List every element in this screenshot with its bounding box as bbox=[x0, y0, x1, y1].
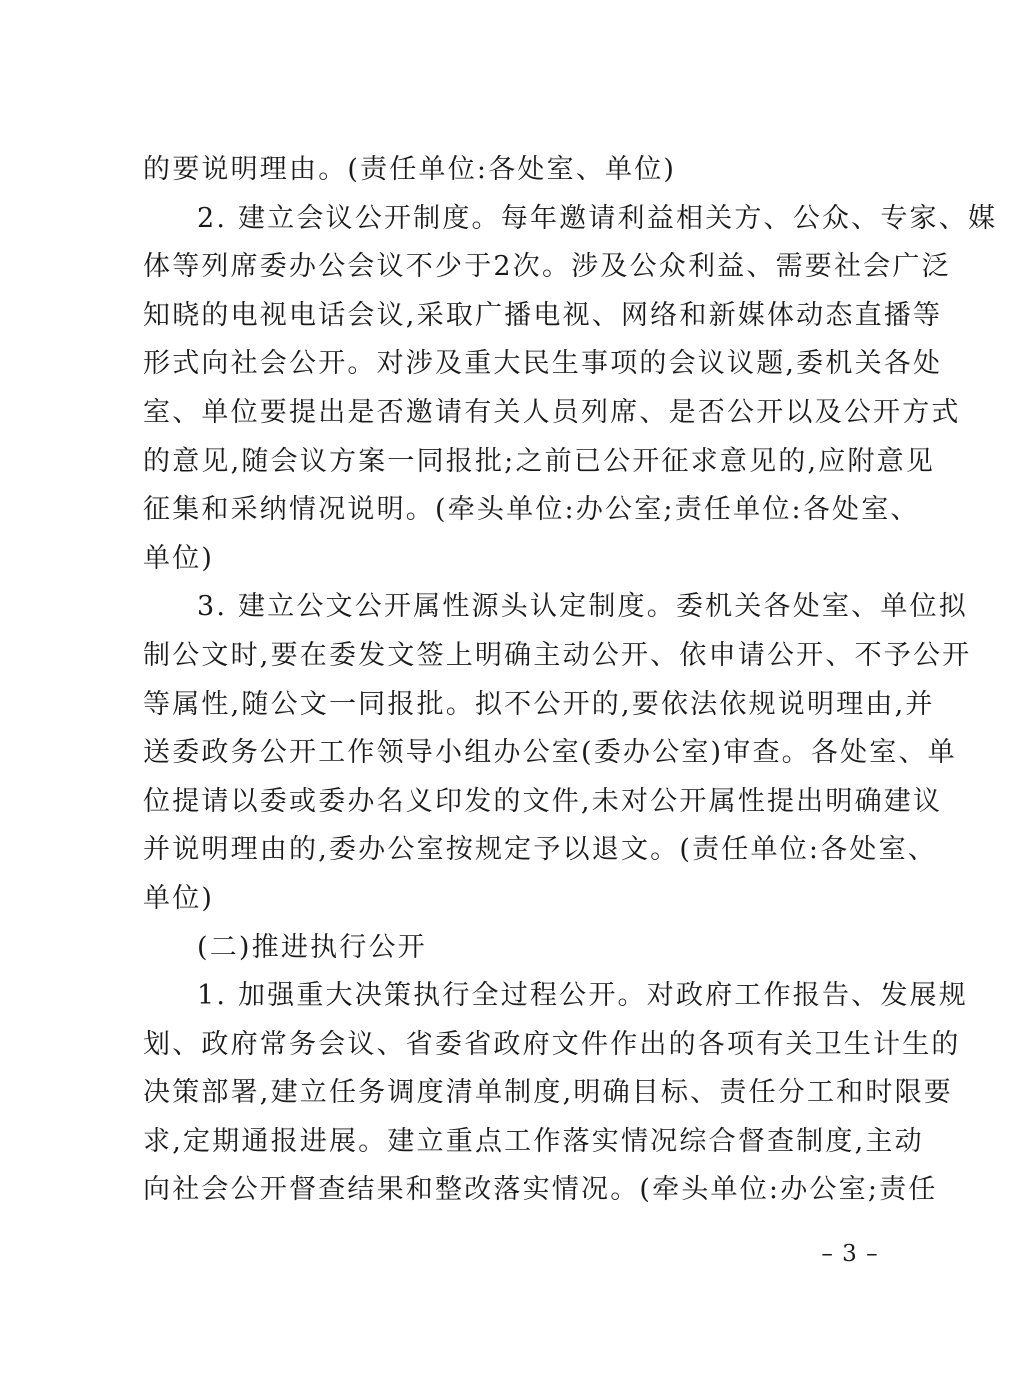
text-line: 2. 建立会议公开制度。每年邀请利益相关方、公众、专家、媒 bbox=[197, 202, 998, 234]
text-line: 1. 加强重大决策执行全过程公开。对政府工作报告、发展规 bbox=[197, 980, 968, 1012]
text-line: 单位) bbox=[143, 542, 215, 574]
text-line: 形式向社会公开。对涉及重大民生事项的会议议题,委机关各处 bbox=[143, 348, 943, 380]
text-line: 等属性,随公文一同报批。拟不公开的,要依法依规说明理由,并 bbox=[143, 688, 935, 720]
text-line: 制公文时,要在委发文签上明确主动公开、依申请公开、不予公开 bbox=[143, 639, 972, 671]
text-line: 的要说明理由。(责任单位:各处室、单位) bbox=[143, 154, 677, 185]
text-line: 送委政务公开工作领导小组办公室(委办公室)审查。各处室、单 bbox=[143, 737, 957, 769]
text-line: 单位) bbox=[143, 882, 215, 914]
text-line: (二)推进执行公开 bbox=[197, 931, 427, 963]
text-line: 划、政府常务会议、省委省政府文件作出的各项有关卫生计生的 bbox=[143, 1028, 961, 1060]
document-body bbox=[143, 146, 998, 1215]
text-line: 并说明理由的,委办公室按规定予以退文。(责任单位:各处室、 bbox=[143, 834, 938, 866]
text-line: 室、单位要提出是否邀请有关人员列席、是否公开以及公开方式 bbox=[143, 396, 961, 428]
text-line: 知晓的电视电话会议,采取广播电视、网络和新媒体动态直播等 bbox=[143, 299, 943, 331]
text-line: 位提请以委或委办名义印发的文件,未对公开属性提出明确建议 bbox=[143, 785, 943, 817]
page-number: – 3 – bbox=[821, 1241, 879, 1267]
text-line: 3. 建立公文公开属性源头认定制度。委机关各处室、单位拟 bbox=[197, 591, 968, 623]
text-line: 向社会公开督查结果和整改落实情况。(牵头单位:办公室;责任 bbox=[143, 1174, 938, 1206]
text-line: 的意见,随会议方案一同报批;之前已公开征求意见的,应附意见 bbox=[143, 445, 936, 477]
text-line: 征集和采纳情况说明。(牵头单位:办公室;责任单位:各处室、 bbox=[143, 494, 920, 526]
text-line: 决策部署,建立任务调度清单制度,明确目标、责任分工和时限要 bbox=[143, 1077, 953, 1109]
text-line: 求,定期通报进展。建立重点工作落实情况综合督查制度,主动 bbox=[143, 1125, 924, 1157]
text-line: 体等列席委办公会议不少于2次。涉及公众利益、需要社会广泛 bbox=[143, 251, 951, 283]
